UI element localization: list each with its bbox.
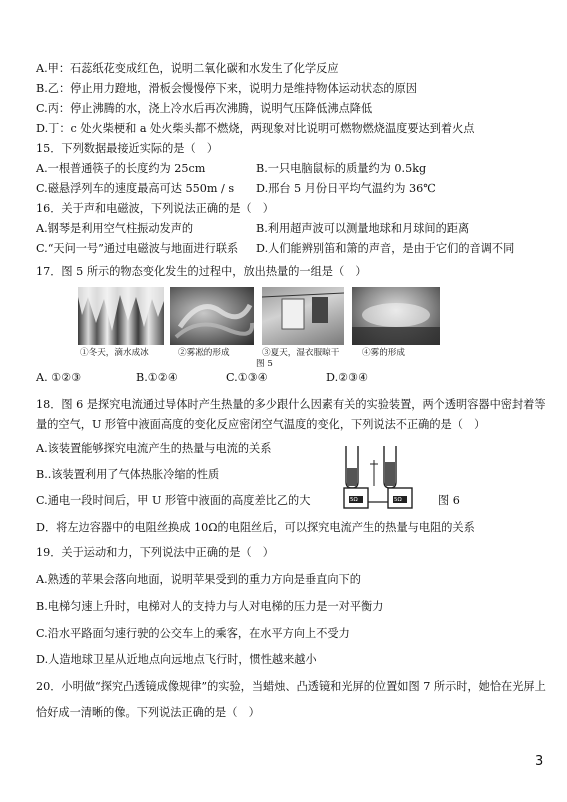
figure5-label: 图 5: [256, 359, 273, 369]
q17-stem: 17．图 5 所示的物态变化发生的过程中，放出热量的一组是（ ）: [36, 265, 367, 278]
figure6-right-resistor-value: 5Ω: [394, 497, 402, 503]
figure6-left-resistor-value: 5Ω: [350, 497, 358, 503]
q19-option-c: C.沿水平路面匀速行驶的公交车上的乘客，在水平方向上不受力: [36, 627, 350, 640]
q19-stem: 19．关于运动和力，下列说法中正确的是（ ）: [36, 546, 274, 559]
item-d-ding: D.丁：c 处火柴梗和 a 处火柴头都不燃烧，两现象对比说明可燃物燃烧温度要达到着火点: [36, 122, 475, 135]
item-b-yi: B.乙：停止用力蹬地，滑板会慢慢停下来，说明力是维持物体运动状态的原因: [36, 82, 417, 95]
q18-option-d: D．将左边容器中的电阻丝换成 10Ω的电阻丝后，可以探究电流产生的热量与电阻的关系: [36, 521, 475, 534]
figure6-apparatus: [340, 442, 416, 512]
q18-option-b: B..该装置利用了气体热胀冷缩的性质: [36, 468, 220, 481]
q18-stem-line2: 量的空气，U 形管中液面高度的变化反应密闭空气温度的变化，下列说法不正确的是（ ）: [36, 418, 486, 431]
q17-option-a: A. ①②③: [36, 371, 82, 384]
figure5-caption-4: ④雾的形成: [362, 348, 405, 358]
figure6-label: 图 6: [438, 494, 460, 507]
q16-option-c: C.“天问一号”通过电磁波与地面进行联系: [36, 242, 239, 255]
figure5-photo-4: [352, 287, 440, 345]
q20-stem-line2: 恰好成一清晰的像。下列说法正确的是（ ）: [36, 706, 260, 719]
q15-stem: 15．下列数据最接近实际的是（ ）: [36, 142, 219, 155]
figure5-photo-1: [78, 287, 164, 345]
q15-option-a: A.一根普通筷子的长度约为 25cm: [36, 162, 206, 175]
figure5-photo-3: [262, 287, 344, 345]
q16-stem: 16．关于声和电磁波，下列说法正确的是（ ）: [36, 202, 274, 215]
q15-option-d: D.邢台 5 月份日平均气温约为 36℃: [256, 182, 436, 195]
q17-option-c: C.①③④: [226, 371, 268, 384]
q20-stem-line1: 20．小明做“探究凸透镜成像规律”的实验，当蜡烛、凸透镜和光屏的位置如图 7 所示时，她恰在光屏上: [36, 680, 546, 693]
q19-option-d: D.人造地球卫星从近地点向远地点飞行时，惯性越来越小: [36, 653, 317, 666]
q17-option-d: D.②③④: [326, 371, 369, 384]
q18-option-a: A.该装置能够探究电流产生的热量与电流的关系: [36, 442, 272, 455]
q15-option-b: B.一只电脑鼠标的质量约为 0.5kg: [256, 162, 427, 175]
figure5-caption-2: ②雾凇的形成: [178, 348, 230, 358]
figure5-caption-1: ①冬天，滴水成冰: [80, 348, 149, 358]
q19-option-a: A.熟透的苹果会落向地面，说明苹果受到的重力方向是垂直向下的: [36, 573, 361, 586]
q18-stem-line1: 18．图 6 是探究电流通过导体时产生热量的多少跟什么因素有关的实验装置，两个透明容器中密封着等: [36, 398, 546, 411]
figure5-caption-3: ③夏天，湿衣服晾干: [262, 348, 340, 358]
q16-option-a: A.钢琴是利用空气柱振动发声的: [36, 222, 194, 235]
q17-option-b: B.①②④: [136, 371, 178, 384]
q16-option-b: B.利用超声波可以测量地球和月球间的距离: [256, 222, 470, 235]
figure5-photo-2: [170, 287, 254, 345]
item-a-jia: A.甲：石蕊纸花变成红色，说明二氧化碳和水发生了化学反应: [36, 62, 339, 75]
q19-option-b: B.电梯匀速上升时，电梯对人的支持力与人对电梯的压力是一对平衡力: [36, 600, 384, 613]
q15-option-c: C.磁悬浮列车的速度最高可达 550m / s: [36, 182, 235, 195]
item-c-bing: C.丙：停止沸腾的水，浇上冷水后再次沸腾，说明气压降低沸点降低: [36, 102, 373, 115]
q16-option-d: D.人们能辨别笛和箫的声音，是由于它们的音调不同: [256, 242, 515, 255]
page-number: 3: [535, 754, 544, 769]
q18-option-c: C.通电一段时间后，甲 U 形管中液面的高度差比乙的大: [36, 494, 311, 507]
